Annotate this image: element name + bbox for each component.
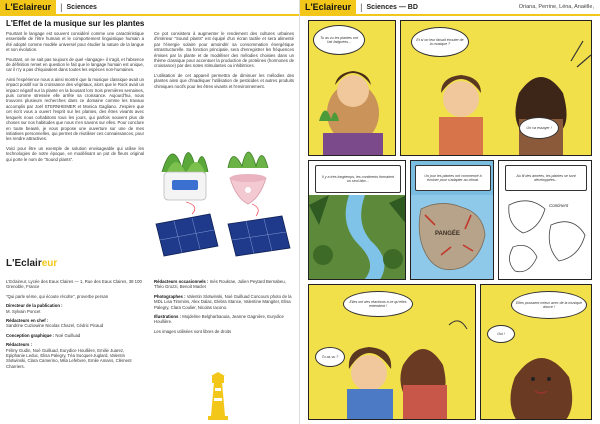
header-rule (300, 14, 600, 16)
solar-panel-icon (156, 202, 218, 256)
speech-bubble: Oui ! (487, 325, 515, 343)
right-header (300, 0, 600, 14)
comic-panel (400, 20, 592, 156)
speech-bubble: On va essayer ! (519, 117, 559, 139)
credit-entry: Photographes : Valentin Slotwinski, Noé Guilluad Concours photo de la MDL Lisa Timmins, Alex Dalac, Elebra Stance, Valentine Mangiter, Elisa Palegry, Clara Coulier, Nicolas Iacono. (154, 293, 292, 310)
comic-panel (480, 284, 592, 420)
right-page (300, 0, 600, 424)
article-title: L'Effet de la musique sur les plantes (6, 19, 145, 28)
masthead-logo: L'Eclaireur (0, 0, 56, 14)
caption-box: Un jour les plantes ont commencé à évoluer pour s'adapter au climat. (415, 165, 491, 191)
header-separator: | (60, 2, 63, 12)
credit-entry: Conception graphique : Noé Guilluad (6, 332, 81, 338)
article-column-1 (6, 31, 144, 166)
masthead-logo: L'Eclaireur (300, 0, 356, 14)
credit-entry: Rédacteurs occasionnels : Inès Roukrae, Julien Peytard Bernabeu, Théo Grozzi, Benoit Maclet (154, 279, 286, 290)
speech-bubble: Elles poussent mieux avec de la musique douce ! (511, 291, 587, 319)
paragraph: Ce pot consistera à augmenter le rendement des cultures urbaines d'intérieur "Sound plants" est équipé d'un écran tactile et sera alimenté par l'énergie solaire pour amoindrir sa consommation énergétique intrastructurelle. Sa fonction principale, sera d'enregistrer les fréquences émises par la plante et de modéliser des mélodies choisies dans un thème classique pour accentuer la production de protéines (hormones de croissance) par des notes stimulantes ou inhibitrices. (154, 31, 294, 69)
comic-authors: Oriana, Perrine, Léna, Anaëlle, (518, 4, 594, 10)
caption-box: Au fil des années, les plantes se sont développées... (505, 165, 587, 191)
pangea-label: PANGÉE (435, 231, 460, 237)
speech-bubble: Tu as vu ? (315, 347, 345, 367)
credit-entry: Rédacteurs en chef : Sandrine Cuziowine Nicolas Chazel, Cédric Picaud (6, 318, 104, 329)
paragraph: Pourtant, on ne sait pas toujours de quel «langage» il s'agit, et l'absence de définition remet en question le fait que le langage humain est unique, car il n'y a pas d'équivalent dans toutes les espèces non-humaines. (6, 56, 144, 73)
speech-bubble: Tu as vu les plantes ont l'air fatiguées... (313, 25, 365, 55)
section-rubric: Sciences — BD (366, 3, 418, 11)
continent-label: Continent (549, 203, 569, 208)
header-separator: | (360, 2, 363, 12)
paragraph: Voici pour être un exemple de solution envisageable qui utilise les technologies de notre époque, en modélisant un pot de fleurs original qui porte le nom de "Sound plants". (6, 145, 144, 162)
speech-bubble: Elles ont des réactions à ce qu'elles entendent ! (343, 291, 413, 317)
sound-plants-illustration (152, 128, 296, 276)
lighthouse-icon (198, 372, 238, 420)
article-column-2 (154, 31, 294, 93)
paragraph: Ainsi l'expérience nous a ainsi montré que la musique classique avait un impact positif sur la croissance des végétaux, alors que le Rock avait un impact négatif sur la plante en la bousant lors trois premières semaines, puis comme stressée elle arrête sa croissance. Aujourd'hui, nous trouvons plusieurs recherches dans ce domaine comme les travaux accomplis par Joël STERNHEIMER et Monica Gagliano. J'espère que cet écrit vous a ouvert l'esprit sur les plantes, des êtres vivants avec lesquels nous cohabitons tous les jours, qui parfois souvent plus de choses sur nos habitudes que nous n'en savons sur elles. Pour conclure en toute beauté, je vous propose une ouverture sur une de mes initiatives personnelles, qui permet de réutiliser ces connaissances, pour les rendre attractives. (6, 76, 144, 142)
credit-entry: Rédacteurs : Félmy Gudin, Noé Guilluad, Eurydice Houllière, Emilie Juarez, Epiphanie Leduc, Elisa Palegry, Téa Socquet-Juglard, Valentin Slotwinski, Clara Camerino, Mila Lefebvre, Emile Amans, Clément Charriers. (6, 342, 132, 369)
caption-box: Il y a très longtemps, les continents formaient un seul bloc... (315, 165, 401, 193)
pangea-map-drawing (411, 195, 494, 280)
comic-panel (308, 160, 406, 280)
comic-panel (308, 284, 476, 420)
river-forest-drawing (309, 195, 406, 280)
section-rubric: Sciences (66, 3, 97, 11)
credits-logo: L'Eclaireur (6, 258, 58, 269)
solar-panel-icon (228, 204, 290, 256)
credit-entry: Illustrations : Mojdeline Belgharbaouia, Jeanne Gagnière, Eurydice Houllière. (154, 314, 284, 325)
credit-entry: Les images utilisées sont libres de droits (154, 328, 232, 334)
credits-column-2 (154, 279, 294, 338)
left-header (0, 0, 299, 14)
credits-column-1 (6, 279, 144, 373)
credit-entry: Directeur de la publication : M. Sylvain Poncet (6, 303, 63, 314)
speech-bubble: Et si on leur faisait écouter de la musique ? (411, 27, 469, 57)
credit-entry: "Qui parle sème, qui écoute récolte", proverbe persan (6, 293, 109, 299)
comic-panel (498, 160, 592, 280)
comic-panel (410, 160, 494, 280)
paragraph: L'utilisation de cet appareil permettra de diminuer les mélodies des plantes ainsi que d'inadéquer l'utilisation de pesticides et autres produits chimiques nocifs pour les êtres vivants et l'environnement. (154, 72, 294, 89)
continents-sketch-drawing (499, 195, 592, 280)
white-pot-icon (162, 152, 208, 200)
comic-panel (308, 20, 396, 156)
pink-pot-icon (228, 152, 268, 204)
paragraph: Pourtant le langage est souvent considéré comme une caractéristique essentielle de l'être humain et le comportement linguistique humain a été adopté comme modèle universel pour étudier la nature de la langue et son évolution. (6, 31, 144, 53)
header-rule (0, 14, 299, 16)
credit-entry: L'Eclaireur, Lycée des Eaux Claires — 1, Rue des Eaux Claires, 38 100 Grenoble, France (6, 279, 142, 290)
